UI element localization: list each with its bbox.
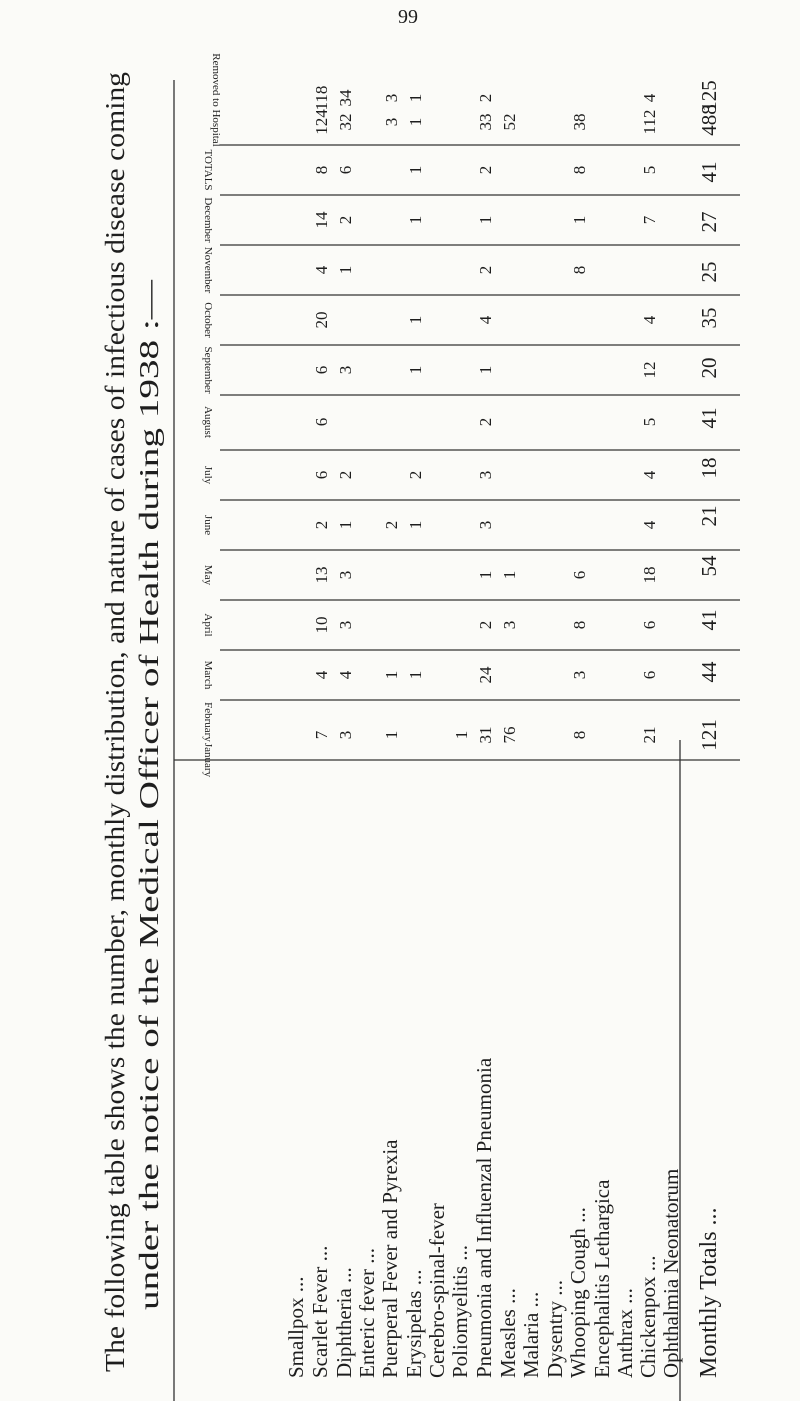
table-cell: 2 [476, 165, 495, 175]
column-header-september: September [202, 346, 214, 394]
table-cell: 6 [640, 620, 659, 630]
total-august: 20 [697, 357, 721, 379]
intro-line-2: under the notice of the Medical Officer of Health during 1938 :— [134, 600, 164, 1310]
table-cell: 2 [476, 417, 495, 427]
table-cell: 1 [336, 520, 355, 530]
table-cell: 4 [640, 470, 659, 480]
row-label-pneumonia: Pneumonia and Influenzal Pneumonia [472, 1057, 496, 1378]
table-cell: 2 [312, 520, 331, 530]
row-label-cerebro-spinal-fever: Cerebro-spinal-fever [425, 1203, 449, 1378]
total-november: 27 [697, 211, 721, 233]
table-cell: 5 [640, 417, 659, 427]
row-label-erysipelas: Erysipelas ... [402, 1269, 426, 1378]
table-cell: 3 [382, 117, 401, 127]
total-january: 121 [697, 719, 721, 751]
table-cell: 1 [406, 520, 425, 530]
table-cell: 1 [406, 215, 425, 225]
table-cell: 8 [570, 730, 589, 740]
table-cell: 1 [406, 315, 425, 325]
table-cell: 124 [312, 109, 331, 135]
table-cell: 3 [336, 730, 355, 740]
column-header-totals: TOTALS [202, 149, 214, 191]
disease-labels [284, 1057, 722, 1378]
total-july: 41 [697, 407, 721, 429]
table-cell: 4 [336, 670, 355, 680]
column-header-june: June [202, 514, 214, 536]
column-header-march: March [202, 660, 214, 690]
table-cell: 38 [570, 113, 589, 131]
table-cell: 8 [570, 620, 589, 630]
row-label-malaria: Malaria ... [519, 1291, 543, 1378]
table-cell: 1 [382, 670, 401, 680]
column-header-december: December [202, 197, 214, 243]
row-label-measles: Measles ... [496, 1288, 520, 1378]
table-cell: 10 [312, 616, 331, 634]
row-label-smallpox: Smallpox ... [284, 1276, 308, 1378]
total-february: 44 [697, 661, 721, 683]
row-label-chickenpox: Chickenpox ... [636, 1255, 660, 1378]
row-label-diphtheria: Diphtheria ... [332, 1267, 356, 1378]
table-cell: 118 [312, 85, 331, 111]
table-cell: 76 [500, 726, 519, 744]
table-cell: 8 [312, 165, 331, 175]
table-cell: 4 [640, 315, 659, 325]
table-cell: 4 [312, 670, 331, 680]
table-cell: 1 [476, 570, 495, 580]
table-cell: 2 [336, 470, 355, 480]
intro-line-1: The following table shows the number, monthly distribution, and nature of cases of infectious disease coming [100, 187, 130, 1372]
table-cell: 4 [640, 520, 659, 530]
table-cell: 1 [336, 265, 355, 275]
table-cell: 14 [312, 211, 331, 229]
column-header-february: February [202, 702, 214, 742]
table-cell: 32 [336, 113, 355, 131]
column-header-april: April [202, 613, 214, 637]
table-cell: 5 [640, 165, 659, 175]
column-headers [202, 53, 222, 777]
total-june: 18 [697, 457, 721, 479]
table-cell: 1 [382, 730, 401, 740]
table-cell: 112 [640, 109, 659, 135]
total-april: 54 [697, 555, 721, 577]
column-header-july: July [202, 465, 214, 485]
table-cell: 3 [476, 470, 495, 480]
table-cells [312, 86, 659, 744]
table-cell: 4 [312, 265, 331, 275]
table-cell: 2 [406, 470, 425, 480]
column-header-november: November [202, 246, 214, 294]
column-header-january: January [202, 742, 214, 778]
table-cell: 1 [406, 93, 425, 103]
table-cell: 6 [312, 365, 331, 375]
row-label-poliomyelitis: Poliomyelitis ... [448, 1244, 472, 1378]
table-cell: 6 [312, 417, 331, 427]
column-header-october: October [202, 302, 214, 338]
table-cell: 6 [570, 570, 589, 580]
table-cell: 4 [640, 93, 659, 103]
row-label-scarlet-fever: Scarlet Fever ... [308, 1245, 332, 1378]
table-cell: 21 [640, 726, 659, 744]
table-cell: 7 [312, 730, 331, 740]
total-march: 41 [697, 609, 721, 631]
row-label-puerperal-fever: Puerperal Fever and Pyrexia [378, 1139, 402, 1378]
table-cell: 2 [336, 215, 355, 225]
row-label-dysentry: Dysentry ... [543, 1280, 567, 1378]
table-cell: 33 [476, 113, 495, 131]
table-cell: 1 [452, 730, 471, 740]
table-cell: 3 [476, 520, 495, 530]
table-cell: 3 [500, 620, 519, 630]
row-label-encephalitis: Encephalitis Lethargica [590, 1179, 614, 1378]
table-cell: 8 [570, 165, 589, 175]
table-cell: 1 [500, 570, 519, 580]
table-cell: 1 [476, 215, 495, 225]
total-totals: 488 [697, 104, 721, 136]
table-cell: 4 [476, 315, 495, 325]
table-cell: 3 [336, 365, 355, 375]
table-cell: 2 [476, 265, 495, 275]
table-cell: 6 [312, 470, 331, 480]
table-cell: 2 [382, 520, 401, 530]
table-cell: 3 [336, 570, 355, 580]
page-number: 99 [398, 6, 418, 28]
table-cell: 2 [476, 93, 495, 103]
total-removed: 125 [697, 80, 721, 112]
table-cell: 1 [406, 670, 425, 680]
table-cell: 7 [640, 215, 659, 225]
totals-row-label: Monthly Totals ... [696, 1207, 722, 1378]
table-cell: 1 [406, 365, 425, 375]
table-cell: 13 [312, 566, 331, 584]
table-cell: 52 [500, 113, 519, 131]
table-cell: 1 [406, 117, 425, 127]
row-label-whooping-cough: Whooping Cough ... [566, 1207, 590, 1378]
column-header-august: August [202, 406, 214, 438]
table-cell: 8 [570, 265, 589, 275]
table-cell: 1 [406, 165, 425, 175]
table-cell: 1 [476, 365, 495, 375]
table-cell: 24 [476, 666, 495, 684]
table-cell: 18 [640, 566, 659, 584]
row-label-ophthalmia: Ophthalmia Neonatorum [659, 1168, 683, 1378]
table-cell: 2 [476, 620, 495, 630]
table-cell: 1 [570, 215, 589, 225]
table-cell: 3 [382, 93, 401, 103]
column-header-may: May [202, 564, 214, 586]
total-december: 41 [697, 161, 721, 183]
table-cell: 6 [640, 670, 659, 680]
row-label-anthrax: Anthrax ... [613, 1288, 637, 1378]
total-may: 21 [697, 505, 721, 527]
table-cell: 12 [640, 361, 659, 379]
table-cell: 31 [476, 726, 495, 744]
table-cell: 20 [312, 311, 331, 329]
table-cell: 3 [336, 620, 355, 630]
table-cell: 34 [336, 89, 355, 107]
column-header-removed: Removed to Hospital [210, 53, 222, 147]
total-september: 35 [697, 307, 721, 329]
row-label-enteric-fever: Enteric fever ... [355, 1247, 379, 1378]
total-october: 25 [697, 261, 721, 283]
table-cell: 6 [336, 165, 355, 175]
table-cell: 3 [570, 670, 589, 680]
